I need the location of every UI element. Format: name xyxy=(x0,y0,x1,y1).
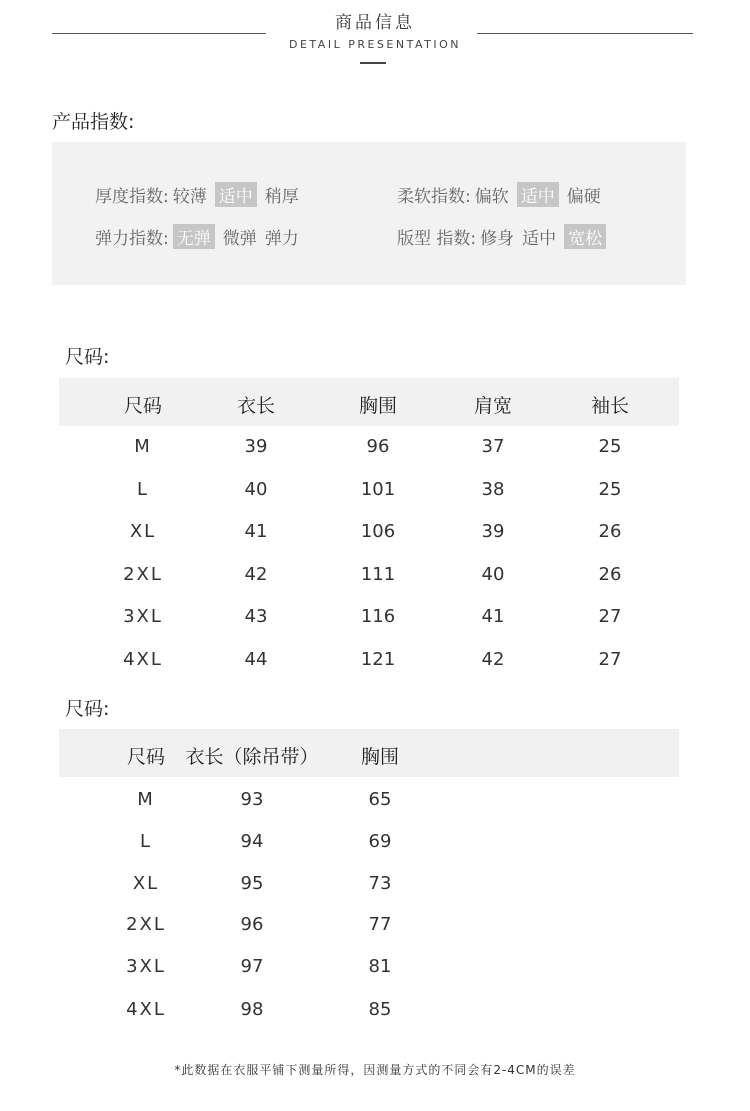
table-cell: 26 xyxy=(598,564,622,585)
table-cell: 39 xyxy=(244,436,268,457)
table-cell: 42 xyxy=(481,649,505,670)
table-cell: 3XL xyxy=(123,606,163,627)
index-option: 稍厚 xyxy=(264,187,299,207)
table-cell: 69 xyxy=(368,831,392,852)
index-row-elasticity xyxy=(95,224,307,249)
index-label: 柔软指数: xyxy=(397,187,471,207)
table-cell: 3XL xyxy=(126,956,166,977)
size-table-1-title: 尺码: xyxy=(65,346,110,368)
page-title: 商品信息 xyxy=(335,13,415,33)
table-cell: 96 xyxy=(366,436,390,457)
product-index-title: 产品指数: xyxy=(52,111,135,133)
table-header-cell: 衣长 xyxy=(236,395,275,417)
table-cell: 43 xyxy=(244,606,268,627)
table-cell: 39 xyxy=(481,521,505,542)
index-row-softness xyxy=(397,182,609,207)
table-cell: XL xyxy=(132,873,160,894)
table-cell: L xyxy=(139,831,153,852)
index-option-selected: 宽松 xyxy=(564,224,606,249)
table-cell: 73 xyxy=(368,873,392,894)
index-row-thickness xyxy=(95,182,307,207)
table-cell: 38 xyxy=(481,479,505,500)
table-header-cell: 胸围 xyxy=(360,746,399,768)
table-cell: 77 xyxy=(368,914,392,935)
table-cell: 26 xyxy=(598,521,622,542)
table-cell: 25 xyxy=(598,479,622,500)
table-cell: 111 xyxy=(360,564,396,585)
header-underline xyxy=(360,62,386,64)
table-header-cell: 肩宽 xyxy=(473,395,512,417)
index-row-fit xyxy=(397,224,614,249)
measurement-note: *此数据在衣服平铺下测量所得，因测量方式的不同会有2-4CM的误差 xyxy=(174,1063,576,1077)
table-cell: 65 xyxy=(368,789,392,810)
table-cell: 40 xyxy=(481,564,505,585)
table-cell: 96 xyxy=(240,914,264,935)
page-subtitle: DETAIL PRESENTATION xyxy=(289,38,461,51)
table-header-cell: 尺码 xyxy=(126,746,165,768)
index-option: 弹力 xyxy=(264,229,299,249)
index-option: 微弹 xyxy=(222,229,257,249)
table-cell: 106 xyxy=(360,521,396,542)
index-option: 适中 xyxy=(522,229,557,249)
table-cell: 98 xyxy=(240,999,264,1020)
index-option-selected: 适中 xyxy=(517,182,559,207)
table-header-cell: 袖长 xyxy=(590,395,629,417)
index-option-selected: 适中 xyxy=(215,182,257,207)
header-divider-left xyxy=(52,33,266,34)
table-cell: 116 xyxy=(360,606,396,627)
table-header-cell: 衣长（除吊带） xyxy=(185,746,319,768)
table-cell: L xyxy=(136,479,150,500)
index-option: 偏软 xyxy=(474,187,509,207)
index-option-selected: 无弹 xyxy=(173,224,215,249)
table-cell: 41 xyxy=(481,606,505,627)
table-cell: 93 xyxy=(240,789,264,810)
index-label: 版型 指数: xyxy=(397,229,477,249)
table-cell: 42 xyxy=(244,564,268,585)
table-cell: 41 xyxy=(244,521,268,542)
table-cell: 2XL xyxy=(126,914,166,935)
index-option: 较薄 xyxy=(172,187,207,207)
table-cell: 25 xyxy=(598,436,622,457)
table-cell: 121 xyxy=(360,649,396,670)
table-cell: 27 xyxy=(598,606,622,627)
table-header-cell: 尺码 xyxy=(123,395,162,417)
table-cell: 40 xyxy=(244,479,268,500)
product-index-panel xyxy=(52,142,686,285)
table-cell: 101 xyxy=(360,479,396,500)
table-cell: 27 xyxy=(598,649,622,670)
table-cell: M xyxy=(134,436,152,457)
index-option: 修身 xyxy=(480,229,515,249)
table-header-cell: 胸围 xyxy=(358,395,397,417)
table-cell: XL xyxy=(129,521,157,542)
header-divider-right xyxy=(477,33,693,34)
table-cell: 4XL xyxy=(123,649,163,670)
table-cell: M xyxy=(137,789,155,810)
table-cell: 85 xyxy=(368,999,392,1020)
size-table-2-title: 尺码: xyxy=(65,698,110,720)
index-option: 偏硬 xyxy=(566,187,601,207)
table-cell: 37 xyxy=(481,436,505,457)
table-cell: 97 xyxy=(240,956,264,977)
index-label: 厚度指数: xyxy=(95,187,169,207)
table-cell: 95 xyxy=(240,873,264,894)
index-label: 弹力指数: xyxy=(95,229,169,249)
table-cell: 4XL xyxy=(126,999,166,1020)
table-cell: 81 xyxy=(368,956,392,977)
table-cell: 94 xyxy=(240,831,264,852)
table-cell: 2XL xyxy=(123,564,163,585)
table-cell: 44 xyxy=(244,649,268,670)
